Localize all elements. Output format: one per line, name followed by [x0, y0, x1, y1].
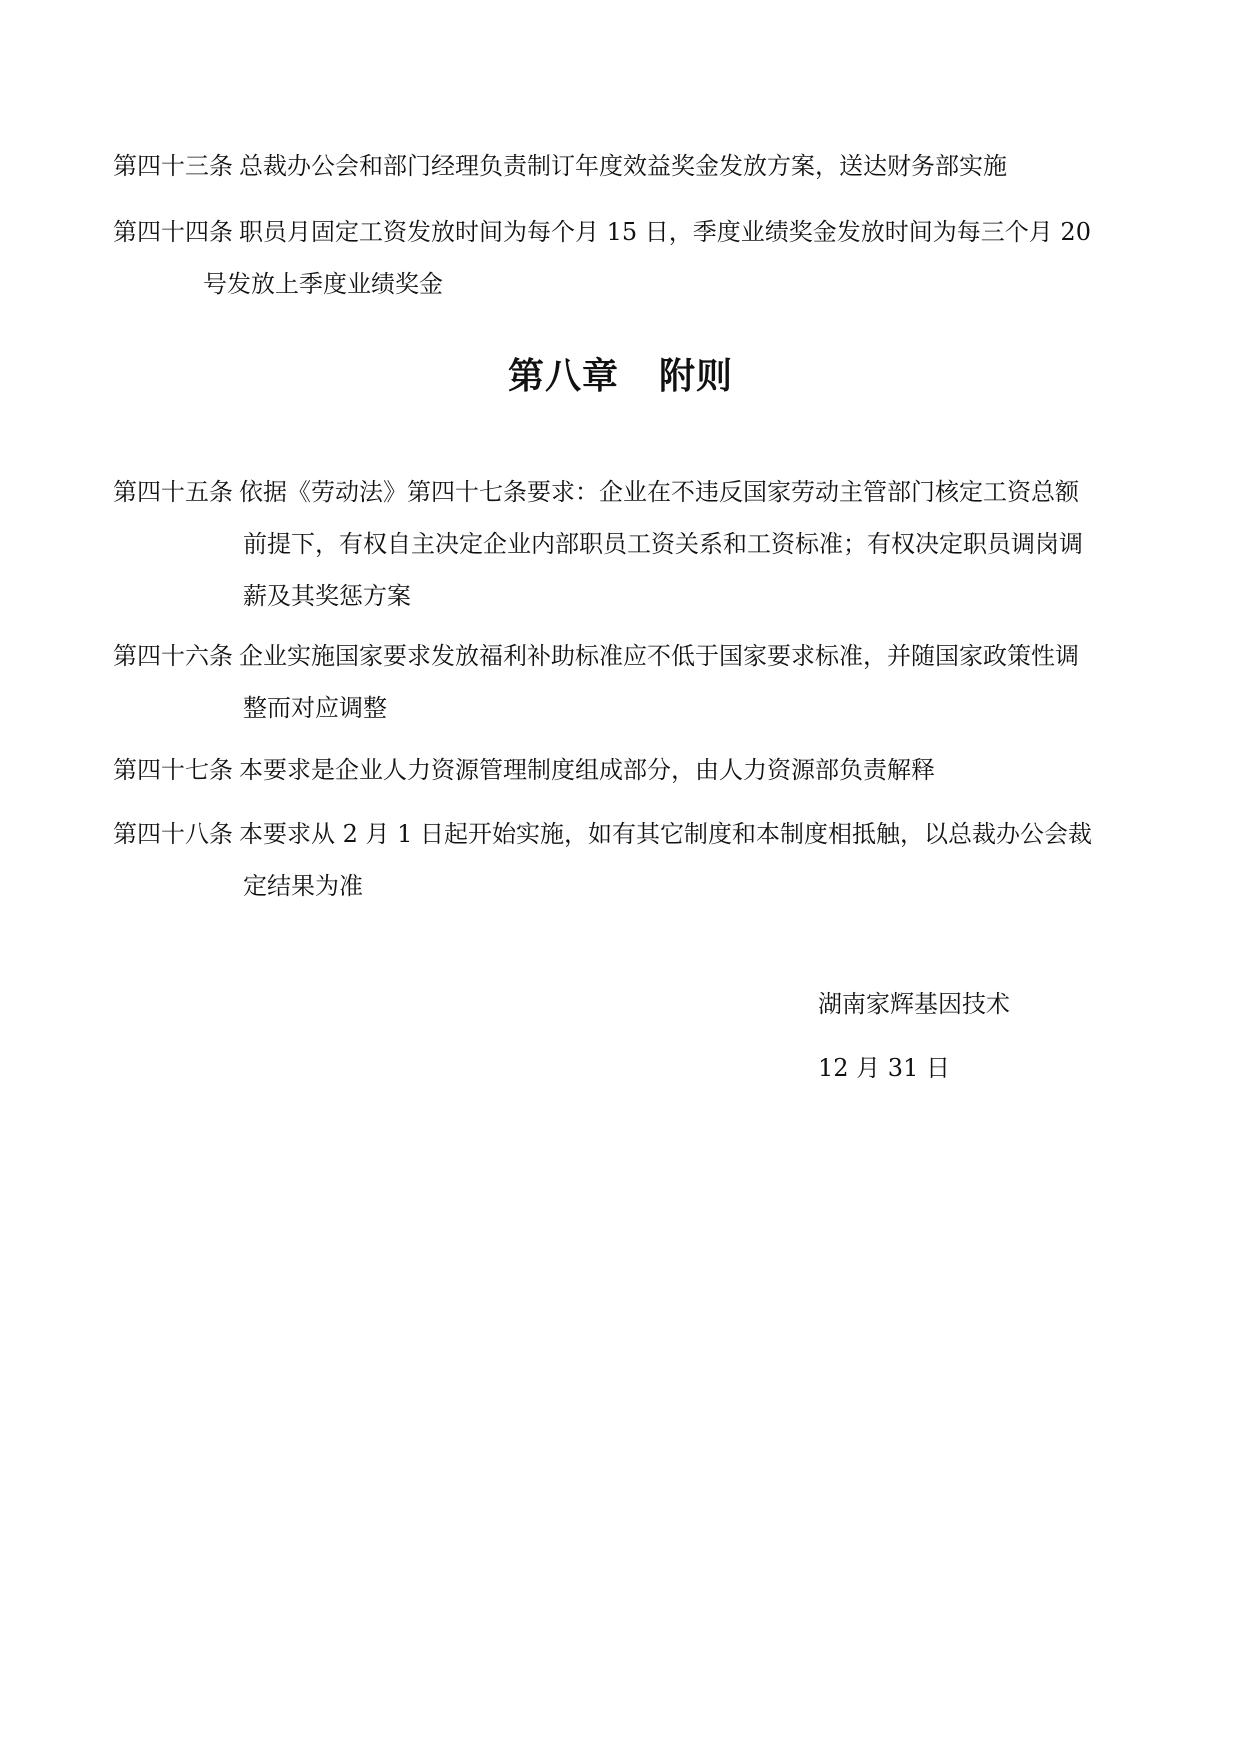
article-text-continuation: 号发放上季度业绩奖金: [203, 270, 443, 298]
article-45: [113, 466, 1133, 622]
article-text: 职员月固定工资发放时间为每个月 15 日，季度业绩奖金发放时间为每三个月 20: [239, 218, 1091, 246]
article-label: 第四十三条: [113, 152, 233, 180]
article-text-continuation: 整而对应调整: [243, 694, 387, 722]
article-44: [113, 206, 1133, 310]
chapter-title: 附则: [659, 356, 734, 397]
article-43: [113, 140, 1133, 192]
article-text: 依据《劳动法》第四十七条要求：企业在不违反国家劳动主管部门核定工资总额: [239, 478, 1079, 506]
article-text: 本要求是企业人力资源管理制度组成部分，由人力资源部负责解释: [239, 756, 935, 784]
article-text: 本要求从 2 月 1 日起开始实施，如有其它制度和本制度相抵触，以总裁办公会裁: [239, 820, 1093, 848]
article-text-continuation: 薪及其奖惩方案: [243, 582, 411, 610]
article-text: 企业实施国家要求发放福利补助标准应不低于国家要求标准，并随国家政策性调: [239, 642, 1079, 670]
chapter-number: 第八章: [507, 356, 619, 397]
article-47: [113, 744, 1133, 796]
article-label: 第四十七条: [113, 756, 233, 784]
chapter-heading: [0, 352, 1241, 402]
article-text: 总裁办公会和部门经理负责制订年度效益奖金发放方案，送达财务部实施: [239, 152, 1007, 180]
article-label: 第四十五条: [113, 478, 233, 506]
article-label: 第四十六条: [113, 642, 233, 670]
article-label: 第四十四条: [113, 218, 233, 246]
signature-date: 12 月 31 日: [818, 1054, 950, 1082]
article-label: 第四十八条: [113, 820, 233, 848]
article-46: [113, 630, 1133, 734]
article-text-continuation: 前提下，有权自主决定企业内部职员工资关系和工资标准；有权决定职员调岗调: [243, 530, 1083, 558]
article-48: [113, 808, 1133, 912]
article-text-continuation: 定结果为准: [243, 872, 363, 900]
signature-company: 湖南家辉基因技术: [818, 990, 1010, 1018]
